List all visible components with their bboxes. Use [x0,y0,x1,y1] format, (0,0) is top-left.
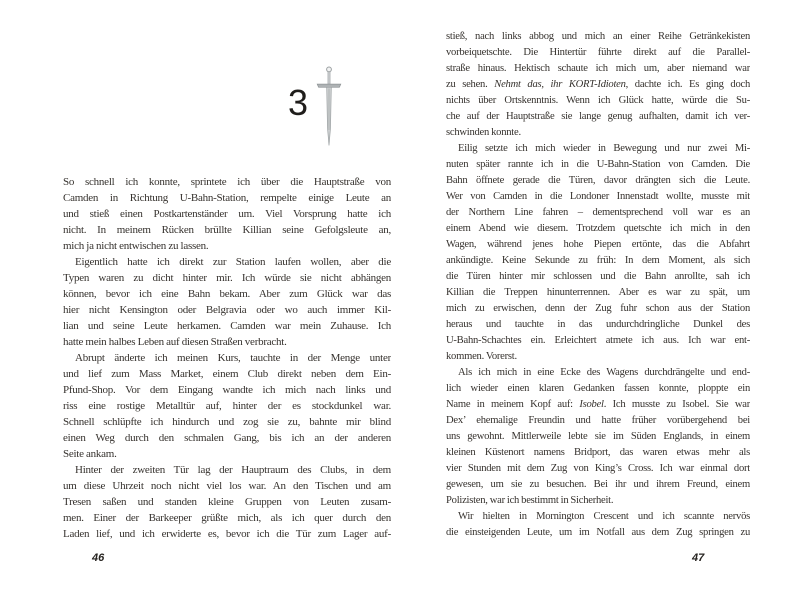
text-line: vorbeiquetschte. Die Hintertür führte direkt auf die Parallel- [446,47,750,58]
text-line: ankündigte. Keine Sekunde zu früh: In dem Moment, als sich [446,255,750,266]
right-page-body-text [446,29,750,541]
text-line: und lief zum Mass Market, einem Club direkt neben dem Ein- [63,368,391,380]
page-number-left: 46 [92,552,105,564]
text-line: Laden lief, und ich erwiderte es, bevor ich die Tür zum Lager auf- [63,528,391,540]
text-line: kleinen Küstenort namens Bridport, das waren etwas mehr als [446,447,750,458]
text-line: heraus und tauchte in das undurchdringliche Dunkel des [446,319,750,330]
text-line: Killian die Treppen hinunterrennen. Aber es war zu spät, um [446,287,750,298]
text-line: U-Bahn-Schachtes ein. Erleichtert atmete ich aus. Ich war ent- [446,335,750,346]
text-line: einen Weg durch den schmalen Gang, bis ich an der anderen [63,432,391,444]
text-line: vier Stunden mit dem Zug von King’s Cross. Ich war einmal dort [446,463,750,474]
text-line: Name in meinem Kopf auf: Isobel. Ich musste zu Isobel. Sie war [446,399,750,410]
text-line: mich zu erwischen, denn der Zug fuhr schon aus der Station [446,303,750,314]
text-line: um diese Uhrzeit noch nicht viel los war. An den Tischen und am [63,480,391,492]
text-line: kommen. Vorerst. [446,351,517,362]
text-line: gewesen, um sie zu besuchen. Bei ihr und ihrem Freund, einem [446,479,750,490]
text-line: uns gewohnt. Mittlerweile lebte sie im Süden Englands, in einem [446,431,750,442]
text-line: Bahn öffnete gerade die Türen, davor drängten sich die Leute. [446,175,750,186]
text-line: können, bevor ich eine Bahn bekam. Aber zum Glück war das [63,288,391,300]
text-line: schwinden konnte. [446,127,521,138]
chapter-number: 3 [287,82,308,123]
text-line: Als ich mich in eine Ecke des Wagens durchdrängelte und end- [458,367,750,378]
text-line: che auf der Hauptstraße sie lange genug aufhalten, damit ich ver- [446,111,750,122]
text-line: Wagen, während jenes hohe Piepen ertönte, das die Abfahrt [446,239,750,250]
text-line: hier nicht Kensington oder Belgravia oder wo auch immer Kil- [63,304,391,316]
text-line: Eilig setzte ich mich wieder in Bewegung und nur zwei Mi- [458,143,750,154]
text-line: So schnell ich konnte, sprintete ich über die Hauptstraße von [63,176,391,188]
text-line: nicht. In meinem Rücken brüllte Killian seine Gefolgsleute an, [63,224,391,236]
text-line: zu sehen. Nehmt das, ihr KORT-Idioten, dachte ich. Es ging doch [446,79,750,90]
text-line: Abrupt änderte ich meinen Kurs, tauchte in der Menge unter [75,352,391,364]
right-page [420,0,785,600]
text-line: lian und seine Leute herkamen. Camden war mein Zuhause. Ich [63,320,391,332]
text-line: lich wieder einen klaren Gedanken fassen konnte, ploppte ein [446,383,750,394]
text-line: Schnell schlüpfte ich hindurch und zog sie zu, bahnte mir blind [63,416,391,428]
text-line: Wer von Camden in die Londoner Innenstadt wollte, musste mit [446,191,750,202]
text-line: Pfund-Shop. Vor dem Eingang wandte ich mich nach links und [63,384,391,396]
text-line: Eigentlich hatte ich direkt zur Station laufen wollen, aber die [75,256,391,268]
text-line: Wir hielten in Mornington Crescent und ich scannte nervös [458,511,750,522]
text-line: die Türen hinter mir schlossen und die Bahn anrollte, sah ich [446,271,750,282]
text-line: Dex’ ehemalige Freundin und hatte früher vorübergehend bei [446,415,750,426]
text-line: nuten später rannte ich in die U-Bahn-Station von Camden. Die [446,159,750,170]
text-line: und stieß einen Postkartenständer um. Viel Vorsprung hatte ich [63,208,391,220]
text-line: stieß, nach links abbog und mich an einer Reihe Getränkekisten [446,31,750,42]
text-line: der Northern Line fahren – dementsprechend voll war es an [446,207,750,218]
text-line: men. Einer der Barkeeper grüßte mich, als ich quer durch den [63,512,391,524]
text-line: straße hinaus. Hektisch schaute ich mich um, aber niemand war [446,63,750,74]
left-page-body-text [63,174,391,542]
text-line: Hinter der zweiten Tür lag der Hauptraum des Clubs, in dem [75,464,391,476]
chapter-heading [277,63,347,148]
text-line: Polizisten, war ich bestimmt in Sicherheit. [446,495,614,506]
sword-icon [316,66,342,148]
text-line: mich ja nicht entwischen zu lassen. [63,240,209,252]
text-line: hatte mein halbes Leben auf diesen Straßen verbracht. [63,336,287,348]
text-line: Typen waren zu dicht hinter mir. Ich würde sie nicht abhängen [63,272,391,284]
text-line: nichts über Ortskenntnis. Wenn ich Glück hatte, würde die Su- [446,95,750,106]
text-line: Camden in Richtung U-Bahn-Station, rempelte einige Leute an [63,192,391,204]
text-line: einem Abend wie diesem. Trotzdem quetschte ich mich in den [446,223,750,234]
text-line: Tresen saßen und standen kleine Gruppen von Leuten zusam- [63,496,391,508]
page-number-right: 47 [692,552,705,564]
text-line: die einsteigenden Leute, um im Notfall aus dem Zug springen zu [446,527,750,538]
text-line: Seite ankam. [63,448,117,460]
text-line: riss eine rostige Metalltür auf, hinter der es stockdunkel war. [63,400,391,412]
